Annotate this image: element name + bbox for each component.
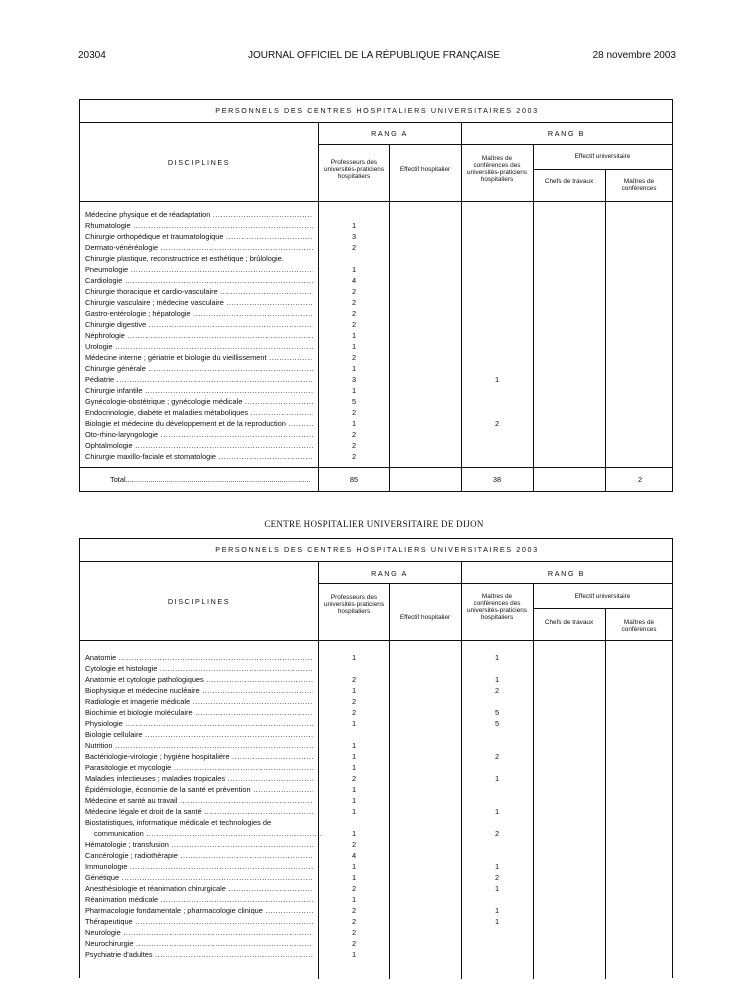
table-row: [80, 685, 674, 696]
professeurs-value: 2: [351, 939, 357, 948]
table-row: [80, 429, 674, 440]
table-row: [80, 696, 674, 707]
discipline-name: communication .....: [94, 828, 322, 839]
discipline-name: Néphrologie .....: [85, 330, 313, 341]
table-row: [80, 861, 674, 872]
effectif-hospitalier-header: Effectif hospitalier: [399, 166, 451, 173]
table-row: [80, 663, 674, 674]
professeurs-value: 2: [351, 441, 357, 450]
discipline-name: Chirurgie générale .....: [85, 363, 313, 374]
table-row: [80, 374, 674, 385]
discipline-name: Cardiologie .....: [85, 275, 313, 286]
discipline-name: Psychiatrie d'adultes .....: [85, 949, 313, 960]
table-row: [80, 341, 674, 352]
discipline-name: Biophysique et médecine nucléaire .....: [85, 685, 313, 696]
maitres-conf-puph-value: 1: [494, 884, 500, 893]
discipline-name: Biostatistiques, informatique médicale et technologies de: [85, 818, 272, 827]
table-row: [80, 839, 674, 850]
maitres-conf-puph-value: 1: [494, 807, 500, 816]
discipline-name: Ophtalmologie .....: [85, 440, 313, 451]
professeurs-value: 1: [351, 741, 357, 750]
table-row: [80, 253, 674, 264]
total-maitres-conferences: 2: [637, 475, 643, 484]
discipline-name: Médecine interne ; gériatrie et biologie du vieillissement .....: [85, 352, 313, 363]
table-row: [80, 883, 674, 894]
disciplines-header: DISCIPLINES: [167, 158, 231, 167]
total-maitres-conf-puph: 38: [492, 475, 502, 484]
table-row: [80, 652, 674, 663]
discipline-name: Thérapeutique .....: [85, 916, 313, 927]
maitres-conferences-header: Maîtres de conférences: [621, 178, 657, 192]
professeurs-value: 3: [351, 375, 357, 384]
discipline-name: Médecine physique et de réadaptation .....: [85, 209, 313, 220]
professeurs-value: 2: [351, 697, 357, 706]
table-row: [80, 784, 674, 795]
table-row: [80, 850, 674, 861]
table-row: [80, 828, 674, 839]
table-row: [80, 817, 674, 828]
professeurs-value: 2: [351, 243, 357, 252]
maitres-conf-puph-value: 1: [494, 917, 500, 926]
maitres-conf-puph-value: 1: [494, 375, 500, 384]
discipline-name: Anatomie et cytologie pathologiques .....: [85, 674, 313, 685]
professeurs-value: 5: [351, 397, 357, 406]
discipline-name: Chirurgie thoracique et cardio-vasculaire .....: [85, 286, 313, 297]
discipline-name: Endocrinologie, diabète et maladies métaboliques .....: [85, 407, 313, 418]
maitres-conf-puph-value: 2: [494, 686, 500, 695]
discipline-name: Dermato-vénéréologie .....: [85, 242, 313, 253]
discipline-name: Bactériologie-virologie ; hygiène hospitalière .....: [85, 751, 313, 762]
professeurs-value: 1: [351, 763, 357, 772]
discipline-name: Biologie et médecine du développement et de la reproduction .....: [85, 418, 313, 429]
professeurs-value: 1: [351, 419, 357, 428]
discipline-name: Radiologie et imagerie médicale .....: [85, 696, 313, 707]
discipline-name: Médecine et santé au travail .....: [85, 795, 313, 806]
professeurs-value: 4: [351, 276, 357, 285]
discipline-name: Épidémiologie, économie de la santé et prévention .....: [85, 784, 313, 795]
discipline-name: Gynécologie-obstétrique ; gynécologie médicale .....: [85, 396, 313, 407]
maitres-conf-puph-header: Maîtres de conférences des universités-praticiens hospitaliers: [466, 593, 528, 621]
discipline-name: Biochimie et biologie moléculaire .....: [85, 707, 313, 718]
rang-a-header: RANG A: [371, 129, 408, 138]
maitres-conf-puph-value: 1: [494, 675, 500, 684]
rang-a-header: RANG A: [371, 569, 408, 578]
discipline-name: Pharmacologie fondamentale ; pharmacologie clinique .....: [85, 905, 313, 916]
discipline-name: Pneumologie .....: [85, 264, 313, 275]
discipline-name: Nutrition .....: [85, 740, 313, 751]
professeurs-value: 1: [351, 331, 357, 340]
table-row: [80, 264, 674, 275]
discipline-name: Pédiatrie .....: [85, 374, 313, 385]
professeurs-value: 1: [351, 342, 357, 351]
discipline-name: Anesthésiologie et réanimation chirurgicale .....: [85, 883, 313, 894]
maitres-conf-puph-value: 1: [494, 774, 500, 783]
discipline-name: Réanimation médicale .....: [85, 894, 313, 905]
table-row: [80, 751, 674, 762]
professeurs-value: 2: [351, 906, 357, 915]
discipline-name: Médecine légale et droit de la santé .....: [85, 806, 313, 817]
chefs-travaux-header: Chefs de travaux: [544, 619, 594, 626]
discipline-name: Cytologie et histologie .....: [85, 663, 313, 674]
professeurs-value: 2: [351, 840, 357, 849]
professeurs-value: 1: [351, 785, 357, 794]
professeurs-value: 1: [351, 686, 357, 695]
table-row: [80, 396, 674, 407]
discipline-name: Rhumatologie .....: [85, 220, 313, 231]
table-row: [80, 729, 674, 740]
table-row: [80, 209, 674, 220]
discipline-name: Hématologie ; transfusion .....: [85, 839, 313, 850]
table-row: [80, 451, 674, 462]
discipline-name: Chirurgie maxillo-faciale et stomatologie .....: [85, 451, 313, 462]
discipline-name: Génétique .....: [85, 872, 313, 883]
discipline-name: Immunologie .....: [85, 861, 313, 872]
discipline-name: Urologie .....: [85, 341, 313, 352]
professeurs-value: 2: [351, 320, 357, 329]
professeurs-value: 1: [351, 862, 357, 871]
table-row: [80, 352, 674, 363]
professeurs-value: 1: [351, 895, 357, 904]
table-row: [80, 286, 674, 297]
table-row: [80, 242, 674, 253]
table-row: [80, 806, 674, 817]
professeurs-value: 2: [351, 917, 357, 926]
section-title: CENTRE HOSPITALIER UNIVERSITAIRE DE DIJON: [264, 519, 484, 529]
table-row: [80, 440, 674, 451]
discipline-name: Oto-rhino-laryngologie .....: [85, 429, 313, 440]
professeurs-header: Professeurs des universités-praticiens hospitaliers: [323, 594, 385, 615]
professeurs-value: 1: [351, 653, 357, 662]
discipline-name: Neurologie .....: [85, 927, 313, 938]
discipline-name: Physiologie .....: [85, 718, 313, 729]
table-row: [80, 916, 674, 927]
discipline-name: Parasitologie et mycologie .....: [85, 762, 313, 773]
discipline-name: Maladies infectieuses ; maladies tropicales .....: [85, 773, 313, 784]
page-number: 20304: [78, 50, 106, 61]
journal-title: JOURNAL OFFICIEL DE LA RÉPUBLIQUE FRANÇAISE: [247, 50, 501, 61]
discipline-name: Chirurgie infantile .....: [85, 385, 313, 396]
professeurs-value: 2: [351, 708, 357, 717]
professeurs-value: 2: [351, 298, 357, 307]
rang-b-header: RANG B: [547, 569, 586, 578]
effectif-universitaire-header: Effectif universitaire: [574, 593, 631, 600]
professeurs-value: 1: [351, 796, 357, 805]
table-row: [80, 927, 674, 938]
table-caption: PERSONNELS DES CENTRES HOSPITALIERS UNIVERSITAIRES 2003: [215, 545, 539, 554]
table-chu-dijon: [79, 538, 673, 978]
discipline-name: Chirurgie digestive .....: [85, 319, 313, 330]
table-row: [80, 330, 674, 341]
professeurs-value: 1: [351, 873, 357, 882]
discipline-name: Gastro-entérologie ; hépatologie .....: [85, 308, 313, 319]
table-row: [80, 773, 674, 784]
maitres-conf-puph-value: 2: [494, 419, 500, 428]
table-row: [80, 418, 674, 429]
table-row: [80, 905, 674, 916]
publication-date: 28 novembre 2003: [592, 50, 676, 61]
professeurs-value: 1: [351, 752, 357, 761]
table-row: [80, 718, 674, 729]
discipline-name: Neurochirurgie .....: [85, 938, 313, 949]
professeurs-value: 2: [351, 353, 357, 362]
table-row: [80, 938, 674, 949]
effectif-universitaire-header: Effectif universitaire: [574, 153, 631, 160]
discipline-name: Chirurgie vasculaire ; médecine vasculaire .....: [85, 297, 313, 308]
discipline-name: Chirurgie orthopédique et traumatologique .....: [85, 231, 313, 242]
maitres-conf-puph-value: 1: [494, 906, 500, 915]
table-row: [80, 385, 674, 396]
table-row: [80, 707, 674, 718]
professeurs-value: 4: [351, 851, 357, 860]
rang-b-header: RANG B: [547, 129, 586, 138]
table-row: [80, 319, 674, 330]
table-row: [80, 275, 674, 286]
professeurs-value: 1: [351, 364, 357, 373]
professeurs-value: 1: [351, 265, 357, 274]
table-row: [80, 308, 674, 319]
chefs-travaux-header: Chefs de travaux: [544, 178, 594, 185]
table-row: [80, 363, 674, 374]
discipline-name: Cancérologie ; radiothérapie .....: [85, 850, 313, 861]
discipline-name: Chirurgie plastique, reconstructrice et esthétique ; brûlologie.: [85, 254, 284, 263]
professeurs-value: 1: [351, 950, 357, 959]
professeurs-value: 2: [351, 774, 357, 783]
table-caption: PERSONNELS DES CENTRES HOSPITALIERS UNIVERSITAIRES 2003: [215, 106, 539, 115]
professeurs-value: 1: [351, 807, 357, 816]
total-professeurs: 85: [349, 475, 359, 484]
maitres-conf-puph-value: 2: [494, 752, 500, 761]
table-row: [80, 949, 674, 960]
professeurs-value: 2: [351, 928, 357, 937]
professeurs-value: 2: [351, 408, 357, 417]
maitres-conf-puph-value: 2: [494, 873, 500, 882]
discipline-name: Anatomie .....: [85, 652, 313, 663]
maitres-conf-puph-value: 1: [494, 653, 500, 662]
table-row: [80, 231, 674, 242]
effectif-hospitalier-header: Effectif hospitalier: [399, 614, 451, 621]
table-row: [80, 297, 674, 308]
table-row: [80, 407, 674, 418]
maitres-conf-puph-value: 1: [494, 862, 500, 871]
discipline-name: Biologie cellulaire .....: [85, 729, 313, 740]
professeurs-value: 2: [351, 287, 357, 296]
professeurs-value: 1: [351, 221, 357, 230]
table-row: [80, 674, 674, 685]
professeurs-value: 1: [351, 829, 357, 838]
table-row: [80, 220, 674, 231]
table-row: [80, 740, 674, 751]
professeurs-value: 2: [351, 430, 357, 439]
maitres-conf-puph-value: 5: [494, 708, 500, 717]
maitres-conf-puph-value: 5: [494, 719, 500, 728]
maitres-conferences-header: Maîtres de conférences: [621, 619, 657, 633]
table-chu-1: [79, 99, 673, 492]
professeurs-value: 2: [351, 309, 357, 318]
maitres-conf-puph-value: 2: [494, 829, 500, 838]
maitres-conf-puph-header: Maîtres de conférences des universités-praticiens hospitaliers: [466, 155, 528, 183]
table-row: [80, 795, 674, 806]
professeurs-header: Professeurs des universités-praticiens hospitaliers: [323, 159, 385, 180]
professeurs-value: 1: [351, 386, 357, 395]
professeurs-value: 2: [351, 884, 357, 893]
professeurs-value: 1: [351, 719, 357, 728]
professeurs-value: 2: [351, 675, 357, 684]
table-row: [80, 762, 674, 773]
disciplines-header: DISCIPLINES: [167, 597, 231, 606]
total-label: Total..........................................................................................: [110, 475, 311, 484]
table-row: [80, 894, 674, 905]
table-row: [80, 872, 674, 883]
professeurs-value: 2: [351, 452, 357, 461]
professeurs-value: 3: [351, 232, 357, 241]
